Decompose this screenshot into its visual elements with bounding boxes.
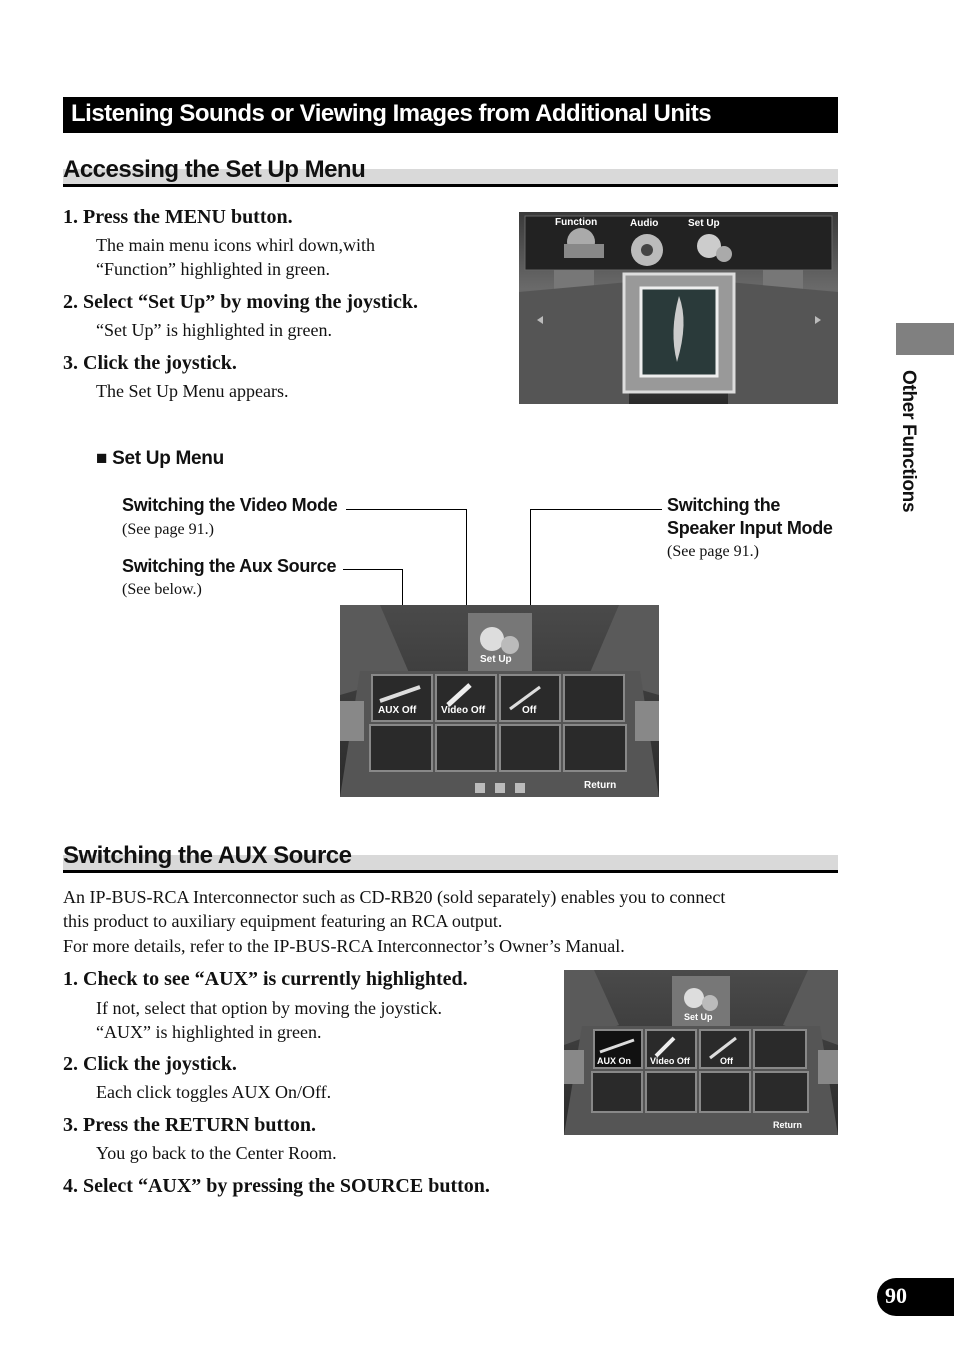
video-mode-ref: (See page 91.) <box>122 521 214 538</box>
speaker-label-line2: Speaker Input Mode <box>667 518 833 538</box>
side-tab-text: Other Functions <box>898 370 919 513</box>
aux-step-1-desc1: If not, select that option by moving the joystick. <box>96 998 442 1018</box>
section-title: Accessing the Set Up Menu <box>63 156 366 183</box>
setup-title: Set Up <box>684 1012 713 1022</box>
video-off-label: Video Off <box>441 705 486 716</box>
side-tab-marker <box>896 323 954 355</box>
aux-step-2-desc: Each click toggles AUX On/Off. <box>96 1082 332 1102</box>
aux-off-label: AUX Off <box>378 705 417 716</box>
intro-line2: this product to auxiliary equipment featuring an RCA output. <box>63 911 503 931</box>
return-label: Return <box>584 780 617 791</box>
speaker-label-line1: Switching the <box>667 495 781 515</box>
aux-step-2-title: 2. Click the joystick. <box>63 1053 237 1075</box>
aux-source-label: Switching the Aux Source <box>122 556 337 576</box>
callout-line-speaker <box>530 509 662 510</box>
side-tab-label <box>893 370 925 530</box>
function-label: Function <box>555 217 598 228</box>
video-off-label: Video Off <box>650 1056 690 1066</box>
aux-on-screenshot <box>564 970 838 1135</box>
intro-line3: For more details, refer to the IP-BUS-RCA Interconnector’s Owner’s Manual. <box>63 936 625 956</box>
page-number: 90 <box>885 1283 907 1308</box>
aux-step-3-desc: You go back to the Center Room. <box>96 1143 337 1163</box>
page-number-badge <box>877 1278 954 1316</box>
aux-step-1-desc2: “AUX” is highlighted in green. <box>96 1022 322 1042</box>
intro-line1: An IP-BUS-RCA Interconnector such as CD-RB20 (sold separately) enables you to connect <box>63 887 726 907</box>
step-1-desc-line2: “Function” highlighted in green. <box>96 259 330 279</box>
banner-title: Listening Sounds or Viewing Images from Additional Units <box>71 100 712 127</box>
page-banner <box>63 97 838 133</box>
step-1-title: 1. Press the MENU button. <box>63 206 293 228</box>
step-3-title: 3. Click the joystick. <box>63 352 237 374</box>
step-1-desc-line1: The main menu icons whirl down,with <box>96 235 375 255</box>
section-heading-aux-source <box>63 844 838 874</box>
aux-step-1-title: 1. Check to see “AUX” is currently highlighted. <box>63 968 468 990</box>
speaker-off-label: Off <box>720 1056 733 1066</box>
section-title: Switching the AUX Source <box>63 842 352 869</box>
audio-label: Audio <box>630 218 659 229</box>
setup-menu-subheading: ■ Set Up Menu <box>96 448 224 469</box>
step-2-desc: “Set Up” is highlighted in green. <box>96 320 332 340</box>
video-mode-label: Switching the Video Mode <box>122 495 338 515</box>
aux-step-3-title: 3. Press the RETURN button. <box>63 1114 316 1136</box>
callout-line-video <box>346 509 467 510</box>
callout-line-aux <box>343 569 403 570</box>
main-menu-screenshot <box>519 212 838 404</box>
return-label: Return <box>773 1120 802 1130</box>
step-2-title: 2. Select “Set Up” by moving the joystick. <box>63 291 418 313</box>
aux-on-label: AUX On <box>597 1056 632 1066</box>
setup-menu-screenshot <box>340 605 659 797</box>
setup-label: Set Up <box>688 218 720 229</box>
aux-source-ref: (See below.) <box>122 581 202 598</box>
step-3-desc: The Set Up Menu appears. <box>96 381 289 401</box>
setup-title: Set Up <box>480 654 512 665</box>
speaker-ref: (See page 91.) <box>667 543 759 560</box>
speaker-off-label: Off <box>522 705 537 716</box>
section-heading-setup-menu <box>63 158 838 188</box>
aux-step-4-title: 4. Select “AUX” by pressing the SOURCE button. <box>63 1175 490 1197</box>
